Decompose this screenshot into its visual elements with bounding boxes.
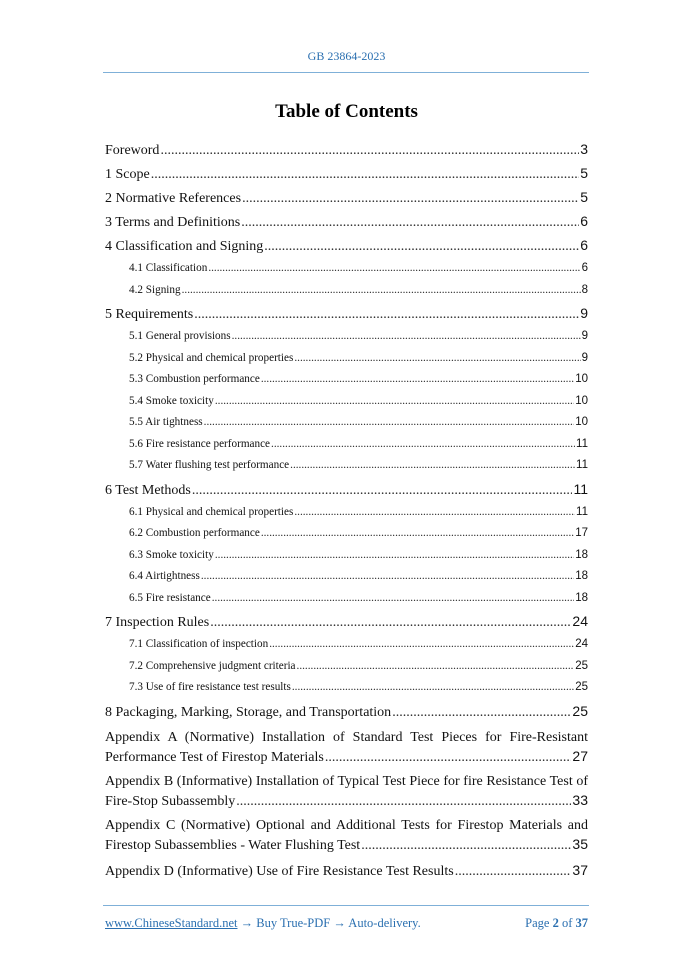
toc-page-number: 11 [576, 505, 588, 518]
table-of-contents [105, 137, 588, 883]
toc-entry-title: 6.2 Combustion performance [129, 527, 260, 539]
toc-entry-title: 5.4 Smoke toxicity [129, 394, 214, 407]
toc-entry-title: 6.3 Smoke toxicity [129, 548, 214, 561]
header-divider [103, 72, 589, 73]
toc-dot-leader [294, 348, 580, 370]
toc-entry[interactable] [105, 210, 588, 233]
toc-entry[interactable] [105, 859, 588, 882]
toc-entry[interactable] [105, 656, 588, 678]
toc-entry-title-line2: Performance Test of Firestop Materials [105, 749, 324, 765]
toc-dot-leader [194, 303, 579, 326]
toc-entry[interactable] [105, 391, 588, 413]
toc-entry-title: 5.3 Combustion performance [129, 373, 260, 385]
toc-page-number: 8 [581, 283, 588, 296]
toc-entry[interactable] [105, 186, 588, 209]
current-page: 2 [552, 916, 559, 930]
toc-entry-title: 5.1 General provisions [129, 330, 231, 342]
toc-dot-leader [271, 434, 575, 456]
toc-entry-title: 2 Normative References [105, 191, 242, 206]
toc-dot-leader [232, 326, 581, 348]
toc-entry[interactable] [105, 728, 588, 767]
total-pages: 37 [575, 916, 588, 930]
toc-dot-leader [201, 566, 574, 588]
toc-page-number: 6 [581, 262, 588, 274]
toc-page-number: 3 [580, 141, 588, 157]
toc-dot-leader [261, 523, 574, 545]
toc-entry-title: Appendix D (Informative) Use of Fire Resistance Test Results [105, 863, 454, 879]
toc-dot-leader [151, 163, 579, 186]
toc-entry-title: 6 Test Methods [105, 482, 191, 498]
page-title: Table of Contents [275, 101, 418, 122]
toc-dot-leader [292, 677, 574, 699]
toc-entry-title-line1: Appendix A (Normative) Installation of Standard Test Pieces for Fire-Resistant [105, 729, 588, 745]
toc-entry-title-line2-row [105, 791, 588, 811]
toc-entry[interactable] [105, 412, 588, 434]
toc-page-number: 33 [572, 791, 588, 808]
toc-entry[interactable] [105, 162, 588, 185]
toc-entry[interactable] [105, 566, 588, 588]
toc-dot-leader [242, 187, 579, 210]
toc-entry-title: 5 Requirements [105, 307, 194, 322]
toc-dot-leader [182, 280, 581, 302]
toc-entry[interactable] [105, 772, 588, 811]
toc-page-number: 5 [580, 189, 588, 205]
toc-entry-title: 7.3 Use of fire resistance test results [129, 681, 291, 693]
toc-entry-title: 6.1 Physical and chemical properties [129, 505, 294, 518]
toc-page-number: 18 [575, 591, 588, 604]
toc-page-number: 35 [572, 835, 588, 852]
toc-dot-leader [160, 139, 579, 162]
toc-entry[interactable] [105, 634, 588, 656]
toc-page-number: 18 [575, 548, 588, 561]
toc-entry-title-line2-row [105, 835, 588, 855]
toc-entry[interactable] [105, 326, 588, 348]
chinesestandard-link[interactable]: www.ChineseStandard.net [105, 916, 238, 930]
toc-entry[interactable] [105, 302, 588, 325]
toc-dot-leader [208, 258, 580, 280]
toc-dot-leader [294, 502, 575, 524]
page-footer [105, 916, 588, 931]
toc-entry-title: 8 Packaging, Marking, Storage, and Transportation [105, 704, 392, 720]
toc-page-number: 24 [572, 613, 588, 629]
toc-dot-leader [215, 545, 574, 567]
toc-page-number: 17 [575, 527, 588, 539]
toc-entry[interactable] [105, 280, 588, 302]
toc-dot-leader [325, 748, 572, 767]
toc-dot-leader [212, 588, 574, 610]
toc-dot-leader [455, 860, 572, 883]
toc-entry[interactable] [105, 138, 588, 161]
footer-divider [103, 905, 589, 906]
toc-page-number: 25 [575, 659, 588, 672]
document-header: GB 23864-2023 [307, 49, 386, 63]
toc-page-number: 25 [575, 681, 588, 693]
toc-entry-title-line2: Firestop Subassemblies - Water Flushing Test [105, 837, 361, 853]
toc-entry-title: Foreword [105, 143, 160, 158]
toc-entry[interactable] [105, 434, 588, 456]
toc-page-number: 6 [580, 213, 588, 229]
toc-entry[interactable] [105, 700, 588, 723]
toc-entry[interactable] [105, 677, 588, 699]
toc-page-number: 10 [575, 394, 588, 407]
toc-entry-title: 5.7 Water flushing test performance [129, 459, 290, 471]
toc-entry-title: 7.2 Comprehensive judgment criteria [129, 659, 296, 672]
toc-entry[interactable] [105, 478, 588, 501]
toc-dot-leader [361, 836, 571, 855]
toc-dot-leader [236, 792, 571, 811]
toc-entry-title-line1: Appendix B (Informative) Installation of Typical Test Piece for fire Resistance Test of [105, 773, 588, 789]
page-label: Page [525, 916, 550, 930]
toc-entry-title: 5.2 Physical and chemical properties [129, 351, 294, 364]
page-number [525, 916, 588, 931]
toc-entry-title: 4.2 Signing [129, 283, 181, 296]
toc-dot-leader [204, 412, 575, 434]
toc-page-number: 9 [581, 330, 588, 342]
toc-entry[interactable] [105, 610, 588, 633]
toc-page-number: 11 [576, 437, 588, 450]
toc-dot-leader [297, 656, 575, 678]
toc-dot-leader [261, 369, 574, 391]
toc-entry-title-line1: Appendix C (Normative) Optional and Additional Tests for Firestop Materials and [105, 817, 588, 833]
toc-page-number: 25 [572, 702, 588, 719]
toc-page-number: 9 [580, 305, 588, 321]
toc-page-number: 18 [575, 570, 588, 582]
toc-entry[interactable] [105, 455, 588, 477]
toc-entry-title: 4 Classification and Signing [105, 239, 264, 254]
toc-entry-title: 6.4 Airtightness [129, 570, 200, 582]
toc-dot-leader [392, 701, 571, 724]
toc-dot-leader [264, 235, 579, 258]
footer-promo-text: → Buy True-PDF → Auto-delivery. [237, 916, 421, 930]
toc-entry[interactable] [105, 523, 588, 545]
toc-entry[interactable] [105, 545, 588, 567]
toc-page-number: 11 [573, 480, 588, 497]
toc-entry-title: 5.6 Fire resistance performance [129, 437, 271, 450]
toc-page-number: 37 [572, 861, 588, 878]
toc-entry-title: 6.5 Fire resistance [129, 591, 211, 604]
toc-entry-title: 3 Terms and Definitions [105, 215, 241, 230]
toc-entry-title: 5.5 Air tightness [129, 416, 203, 428]
toc-page-number: 24 [575, 638, 588, 650]
toc-page-number: 6 [580, 237, 588, 253]
page-of-label: of [561, 916, 573, 930]
toc-dot-leader [241, 211, 579, 234]
toc-page-number: 5 [580, 165, 588, 181]
toc-dot-leader [290, 455, 575, 477]
toc-page-number: 27 [572, 747, 588, 764]
toc-dot-leader [215, 391, 574, 413]
toc-dot-leader [192, 479, 573, 502]
toc-entry-title: 7.1 Classification of inspection [129, 638, 269, 650]
toc-entry-title-line2: Fire-Stop Subassembly [105, 793, 236, 809]
toc-entry[interactable] [105, 588, 588, 610]
toc-dot-leader [210, 611, 571, 634]
toc-dot-leader [269, 634, 574, 656]
footer-promo [105, 916, 421, 931]
toc-entry[interactable] [105, 502, 588, 524]
toc-entry[interactable] [105, 816, 588, 855]
toc-entry-title: 4.1 Classification [129, 262, 208, 274]
toc-entry[interactable] [105, 369, 588, 391]
toc-page-number: 10 [575, 373, 588, 385]
toc-entry[interactable] [105, 234, 588, 257]
toc-page-number: 10 [575, 416, 588, 428]
toc-page-number: 11 [576, 459, 588, 471]
toc-page-number: 9 [581, 351, 588, 364]
toc-entry-title: 7 Inspection Rules [105, 615, 210, 630]
toc-entry-title-line2-row [105, 747, 588, 767]
toc-entry[interactable] [105, 348, 588, 370]
toc-entry-title: 1 Scope [105, 167, 150, 182]
toc-entry[interactable] [105, 258, 588, 280]
